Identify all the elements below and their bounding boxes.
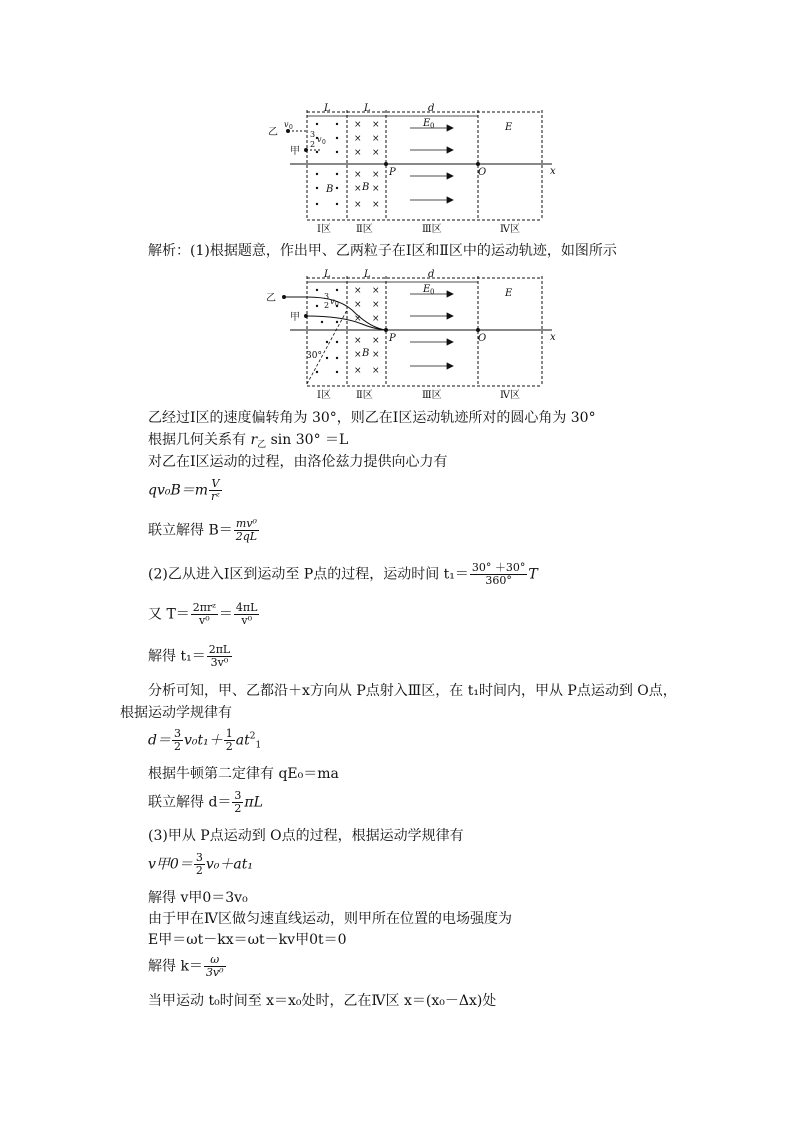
part3-line: (3)甲从 P点运动到 O点的过程，根据运动学规律有 <box>148 828 464 844</box>
svg-text:×: × <box>372 134 380 144</box>
label-v0: v <box>284 120 289 129</box>
label-v32-sub: 0 <box>335 301 339 308</box>
label-O: O <box>478 333 487 344</box>
part2-num: 30° ＋30° <box>471 561 526 574</box>
eqd-n2: 1 <box>225 727 233 740</box>
svg-text:×: × <box>354 148 362 158</box>
svg-text:×: × <box>354 134 362 144</box>
eqd-sub: 1 <box>255 740 262 751</box>
geometry-sub: 乙 <box>257 440 267 450</box>
geometry-post: sin 30° ＝L <box>266 432 349 448</box>
label-v0-sub: 0 <box>289 124 293 131</box>
equation-1 <box>148 478 223 503</box>
final-line: 当甲运动 t₀时间至 x＝x₀处时，乙在Ⅳ区 x＝(x₀－Δx)处 <box>148 993 497 1009</box>
geometry-line <box>148 432 348 451</box>
part2-pre: (2)乙从进入Ⅰ区到运动至 P点的过程，运动时间 t₁＝ <box>148 566 469 583</box>
solve-k-den: 3v⁰ <box>205 966 224 980</box>
label-d: d <box>428 103 435 114</box>
label-B2: B <box>362 182 370 193</box>
label-L2: L <box>364 269 371 280</box>
label-zone4: Ⅳ区 <box>500 390 520 401</box>
figure-trajectory <box>262 266 562 406</box>
uniform-line: 由于甲在Ⅳ区做匀速直线运动，则甲所在位置的电场强度为 <box>148 911 512 927</box>
label-zone3: Ⅲ区 <box>422 390 442 401</box>
svg-text:×: × <box>354 200 362 210</box>
label-L1: L <box>324 103 331 114</box>
label-B2: B <box>362 348 370 359</box>
geometry-pre: 根据几何关系有 <box>148 432 246 448</box>
eqd-post: at <box>235 732 250 749</box>
label-x: x <box>550 332 556 343</box>
label-v32-v: v <box>317 135 322 144</box>
label-zone1: Ⅰ区 <box>317 390 331 401</box>
lorentz-line: 对乙在Ⅰ区运动的过程，由洛伦兹力提供向心力有 <box>148 454 448 470</box>
label-yi: 乙 <box>266 293 276 304</box>
analysis-2: 分析可知，甲、乙都沿＋x方向从 P点射入Ⅲ区，在 t₁时间内，甲从 P点运动到 O点， <box>148 683 677 699</box>
geometry-r: r <box>250 432 258 448</box>
svg-text:×: × <box>372 314 380 324</box>
eq1-lhs: qv₀B＝m <box>148 482 209 499</box>
svg-text:×: × <box>354 314 362 324</box>
eqd2-den: 2 <box>234 802 242 816</box>
solve-k-num: ω <box>204 954 226 967</box>
eqd-pre: d＝ <box>148 732 171 749</box>
svg-text:×: × <box>354 336 362 346</box>
svg-text:×: × <box>372 286 380 296</box>
eqT-eq: ＝ <box>218 606 233 623</box>
label-jia: 甲 <box>290 146 300 157</box>
svg-text:×: × <box>372 336 380 346</box>
eqv-num: 3 <box>195 851 203 864</box>
svg-text:×: × <box>354 366 362 376</box>
eqd-mid: v₀t₁＋ <box>183 732 223 749</box>
svg-text:×: × <box>354 120 362 130</box>
equation-T <box>148 602 260 627</box>
eq2-den: 2qL <box>235 530 258 544</box>
label-E0-sub: 0 <box>430 122 435 130</box>
label-v32-num: 3 <box>310 130 316 139</box>
label-B1: B <box>326 184 334 195</box>
eqd2-pre: 联立解得 d＝ <box>148 794 232 811</box>
eqd-d2: 2 <box>225 740 233 754</box>
svg-text:×: × <box>372 350 380 360</box>
label-v32-sub: 0 <box>322 139 326 146</box>
eqT-den1: v⁰ <box>199 614 210 628</box>
eqd2-num: 3 <box>234 789 242 802</box>
label-E0: E <box>423 284 431 295</box>
eq2-pre: 联立解得 B＝ <box>148 522 233 539</box>
label-zone3: Ⅲ区 <box>422 224 442 235</box>
label-E0-sub: 0 <box>430 288 435 296</box>
eqd2-post: πL <box>244 794 263 811</box>
label-v32-den: 2 <box>310 140 316 149</box>
eqt1-pre: 解得 t₁＝ <box>148 648 206 665</box>
part2-line <box>148 562 538 587</box>
equation-2 <box>148 518 260 543</box>
svg-text:×: × <box>354 184 362 194</box>
label-yi: 乙 <box>268 127 278 138</box>
eqv-pre: v甲0＝ <box>148 856 193 873</box>
label-jia: 甲 <box>290 312 300 323</box>
svg-text:×: × <box>354 286 362 296</box>
field-equation: E甲＝ωt－kx＝ωt－kv甲0t＝0 <box>148 932 347 948</box>
label-zone2: Ⅱ区 <box>356 224 373 235</box>
svg-text:×: × <box>354 350 362 360</box>
eqt1-num: 2πL <box>208 643 231 656</box>
svg-text:×: × <box>354 300 362 310</box>
label-L2: L <box>364 103 371 114</box>
deflect-line: 乙经过Ⅰ区的速度偏转角为 30°，则乙在Ⅰ区运动轨迹所对的圆心角为 30° <box>148 410 596 426</box>
svg-text:×: × <box>372 170 380 180</box>
newton-line: 根据牛顿第二定律有 qE₀＝ma <box>148 766 339 782</box>
label-P: P <box>389 333 396 344</box>
eqT-pre: 又 T＝ <box>148 606 190 623</box>
svg-text:×: × <box>372 184 380 194</box>
eqT-num1: 2πrᶻ <box>192 601 216 614</box>
eqT-den2: v⁰ <box>241 614 252 628</box>
solve-k <box>148 954 227 979</box>
eqv-post: v₀＋at₁ <box>205 856 253 873</box>
svg-text:×: × <box>372 120 380 130</box>
equation-v <box>148 852 253 877</box>
label-E: E <box>505 288 513 299</box>
equation-d2 <box>148 790 263 815</box>
label-x: x <box>550 166 556 177</box>
label-v32-num: 3 <box>324 292 330 301</box>
part2-post: T <box>528 566 538 583</box>
label-zone1: Ⅰ区 <box>317 224 331 235</box>
figure-top <box>262 100 562 238</box>
equation-d <box>148 728 261 753</box>
label-O: O <box>478 167 487 178</box>
part2-den: 360° <box>485 574 512 588</box>
eqT-num2: 4πL <box>235 601 258 614</box>
eqt1-den: 3v⁰ <box>210 656 229 670</box>
label-E0: E <box>423 118 431 129</box>
eq1-den: rᶻ <box>211 490 220 504</box>
eq2-num: mv⁰ <box>234 518 259 531</box>
label-v32-den: 2 <box>324 301 330 310</box>
label-zone4: Ⅳ区 <box>500 224 520 235</box>
svg-text:×: × <box>372 366 380 376</box>
label-P: P <box>389 167 396 178</box>
svg-text:×: × <box>372 300 380 310</box>
kinematic-line: 根据运动学规律有 <box>120 705 232 721</box>
analysis-intro: 解析：(1)根据题意，作出甲、乙两粒子在Ⅰ区和Ⅱ区中的运动轨迹，如图所示 <box>148 243 617 259</box>
solve-v-line: 解得 v甲0＝3v₀ <box>148 890 248 906</box>
eq1-num: V <box>209 478 222 491</box>
eqd-d1: 2 <box>173 740 181 754</box>
svg-text:×: × <box>354 170 362 180</box>
label-angle: 30° <box>306 351 322 361</box>
solve-k-pre: 解得 k＝ <box>148 958 203 975</box>
label-L1: L <box>324 269 331 280</box>
label-E: E <box>505 122 513 133</box>
label-zone2: Ⅱ区 <box>356 390 373 401</box>
eqd-n1: 3 <box>173 727 181 740</box>
svg-text:×: × <box>372 200 380 210</box>
eqd-sup: 2 <box>249 731 256 742</box>
equation-t1 <box>148 644 233 669</box>
label-d: d <box>428 269 435 280</box>
svg-text:×: × <box>372 148 380 158</box>
label-v32-v: v <box>330 297 335 306</box>
eqv-den: 2 <box>195 864 203 878</box>
